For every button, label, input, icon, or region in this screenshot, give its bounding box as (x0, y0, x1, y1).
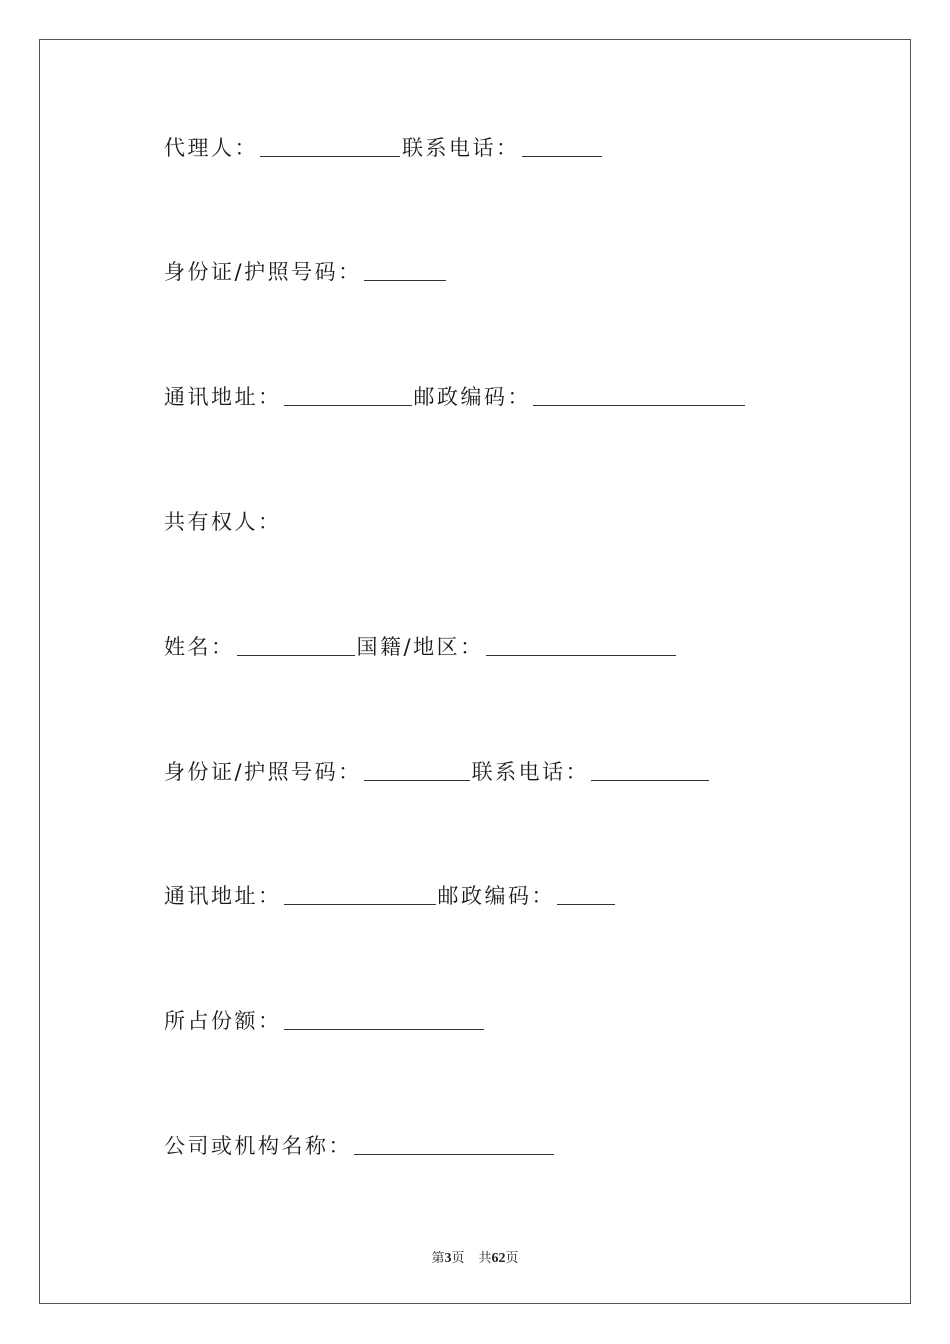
co-owner-id-label: 身份证/护照号码： (164, 760, 362, 784)
page-prefix: 第 (431, 1251, 445, 1266)
name-blank[interactable] (237, 655, 355, 656)
co-owner-address-row (164, 881, 617, 911)
agent-postcode-blank[interactable] (533, 405, 745, 406)
page-suffix: 页 (451, 1251, 465, 1266)
company-label: 公司或机构名称： (164, 1134, 352, 1158)
nationality-blank[interactable] (486, 655, 676, 656)
total-suffix: 页 (505, 1251, 519, 1266)
share-label: 所占份额： (164, 1009, 282, 1033)
agent-id-row (164, 257, 448, 287)
co-owner-postcode-label: 邮政编码： (437, 884, 555, 908)
agent-name-blank[interactable] (260, 156, 400, 157)
agent-address-row (164, 382, 747, 412)
co-owner-phone-blank[interactable] (591, 780, 709, 781)
agent-phone-blank[interactable] (522, 156, 602, 157)
co-owner-heading: 共有权人： (164, 510, 282, 534)
nationality-label: 国籍/地区： (356, 635, 484, 659)
co-owner-row (164, 507, 282, 537)
agent-postcode-label: 邮政编码： (413, 385, 531, 409)
co-owner-address-label: 通讯地址： (164, 884, 282, 908)
total-prefix: 共 (478, 1251, 492, 1266)
share-row (164, 1006, 486, 1036)
agent-phone-label: 联系电话： (402, 136, 520, 160)
co-owner-phone-label: 联系电话： (471, 760, 590, 784)
company-row (164, 1131, 556, 1161)
page-footer (0, 1247, 950, 1267)
page-frame (39, 39, 911, 1304)
co-owner-id-blank[interactable] (364, 780, 470, 781)
name-label: 姓名： (164, 635, 235, 659)
agent-id-label: 身份证/护照号码： (164, 260, 362, 284)
agent-label: 代理人： (164, 136, 258, 160)
co-owner-postcode-blank[interactable] (557, 904, 615, 905)
co-owner-id-row (164, 757, 711, 787)
co-owner-address-blank[interactable] (284, 904, 436, 905)
share-blank[interactable] (284, 1029, 484, 1030)
agent-id-blank[interactable] (364, 280, 446, 281)
agent-address-blank[interactable] (284, 405, 412, 406)
name-row (164, 632, 678, 662)
page-number: 3 (444, 1251, 452, 1266)
agent-row (164, 133, 604, 163)
company-blank[interactable] (354, 1154, 554, 1155)
agent-address-label: 通讯地址： (164, 385, 282, 409)
total-pages: 62 (491, 1251, 506, 1266)
